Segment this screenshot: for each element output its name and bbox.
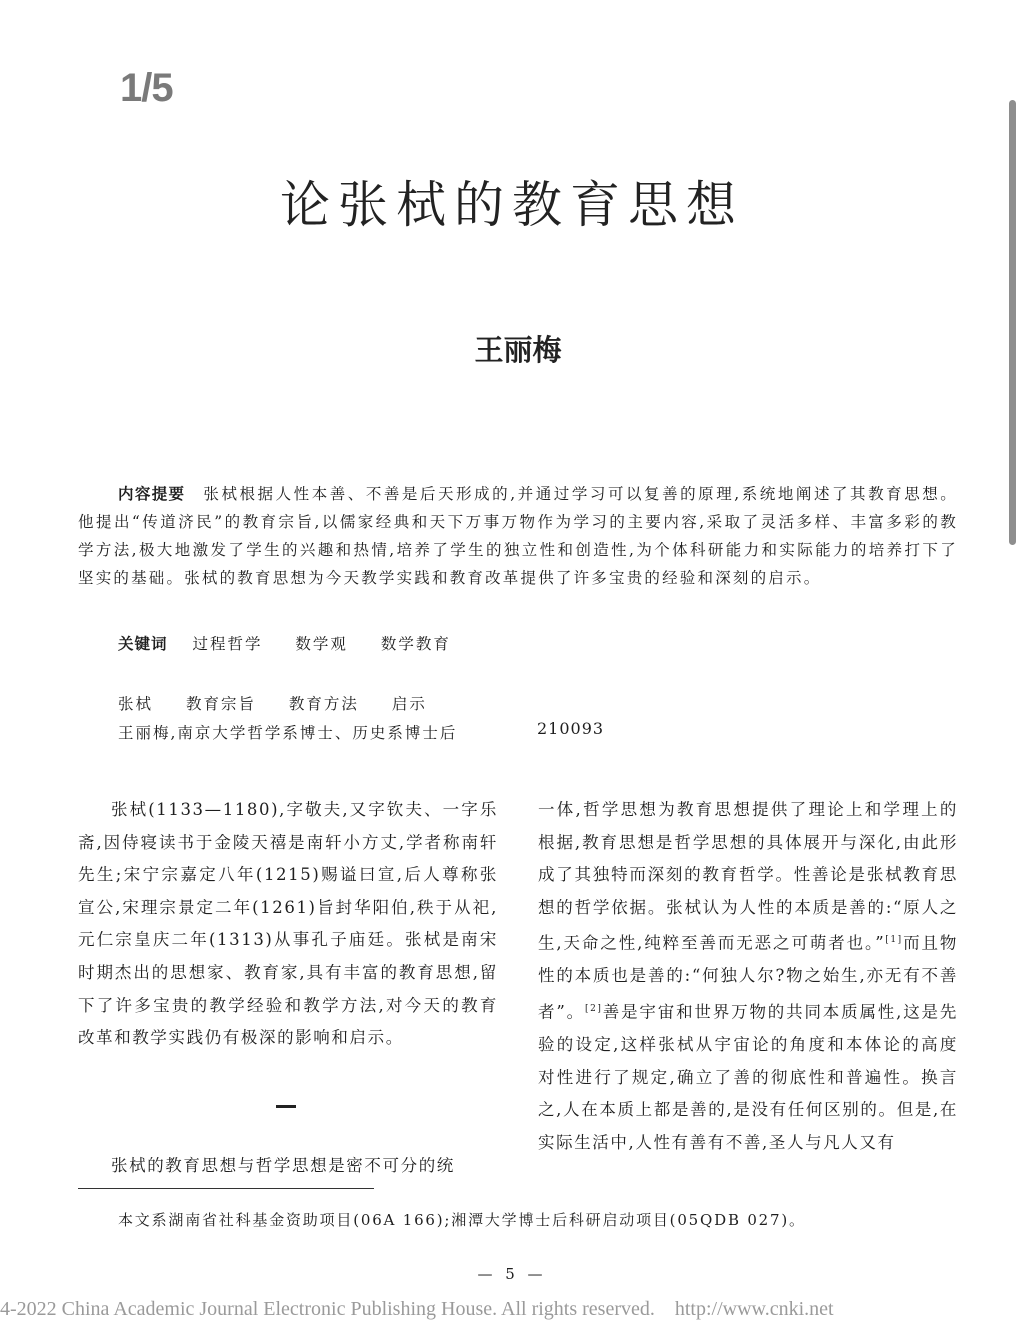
reference-marker[interactable]: [1] xyxy=(885,935,903,946)
author-name: 王丽梅 xyxy=(474,333,562,367)
body-text: 善是宇宙和世界万物的共同本质属性,这是先验的设定,这样张栻从宇宙论的角度和本体论的高度对性进行了规定,确立了善的彻底性和普遍性。换言之,人在本质上都是善的,是没有任何区别的。但是,在实际生活中,人性有善有不善,圣人与凡人又有 xyxy=(538,1002,958,1152)
footnote-divider xyxy=(78,1188,374,1189)
copyright-text: 4-2022 China Academic Journal Electronic Publishing House. All rights reserved. xyxy=(0,1298,655,1320)
article-title: 论张栻的教育思想 xyxy=(280,176,744,234)
body-paragraph xyxy=(538,794,958,1160)
keyword: 数学观 xyxy=(295,635,348,653)
copyright-line xyxy=(0,1298,1024,1321)
right-column xyxy=(538,794,958,1160)
keyword: 数学教育 xyxy=(380,635,451,653)
reference-marker[interactable]: [2] xyxy=(584,1004,603,1015)
page-indicator: 1/5 xyxy=(120,66,173,110)
abstract xyxy=(78,480,958,592)
keyword: 教育宗旨 xyxy=(185,695,256,713)
body-paragraph: 张栻(1133—1180),字敬夫,又字钦夫、一字乐斋,因侍寝读书于金陵天禧是南轩小方丈,学者称南轩先生;宋宁宗嘉定八年(1215)赐谥曰宣,后人尊称张宣公,宋理宗景定二年(1261)旨封华阳伯,秩于从祀,元仁宗皇庆二年(1313)从事孔子庙廷。张栻是南宋时期杰出的思想家、教育家,具有丰富的教育思想,留下了许多宝贵的教学经验和教学方法,对今天的教育改革和教学实践仍有极深的影响和启示。 xyxy=(78,800,498,1048)
author-affiliation: 王丽梅,南京大学哲学系博士、历史系博士后 xyxy=(118,724,458,742)
body-paragraph: 张栻的教育思想与哲学思想是密不可分的统 xyxy=(111,1156,455,1175)
keyword: 教育方法 xyxy=(288,695,359,713)
left-column-continued xyxy=(78,1150,498,1183)
abstract-label: 内容提要 xyxy=(118,485,186,503)
left-column xyxy=(78,794,498,1055)
keyword: 张栻 xyxy=(118,695,154,713)
section-numeral-one xyxy=(276,1105,296,1108)
keywords-label: 关键词 xyxy=(118,635,168,653)
keyword: 过程哲学 xyxy=(192,635,263,653)
keyword: 启示 xyxy=(391,695,427,713)
page-number: — 5 — xyxy=(477,1265,547,1283)
body-text: 而且物性的本质也是善的:“何独人尔?物之始生,亦无有不善者”。 xyxy=(538,933,958,1022)
abstract-text: 张栻根据人性本善、不善是后天形成的,并通过学习可以复善的原理,系统地阐述了其教育思想。他提出“传道济民”的教育宗旨,以儒家经典和天下万事万物作为学习的主要内容,采取了灵活多样、丰富多彩的教学方法,极大地激发了学生的兴趣和热情,培养了学生的独立性和创造性,为个体科研能力和实际能力的培养打下了坚实的基础。张栻的教育思想为今天教学实践和教育改革提供了许多宝贵的经验和深刻的启示。 xyxy=(78,485,958,587)
copyright-url[interactable]: http://www.cnki.net xyxy=(674,1298,834,1320)
body-text: 一体,哲学思想为教育思想提供了理论上和学理上的根据,教育思想是哲学思想的具体展开与深化,由此形成了其独特而深刻的教育哲学。性善论是张栻教育思想的哲学依据。张栻认为人性的本质是善的:“原人之生,天命之性,纯粹至善而无恶之可萌者也。” xyxy=(538,800,958,953)
postcode: 210093 xyxy=(537,719,605,738)
keywords-line-1 xyxy=(118,632,477,654)
footnote: 本文系湖南省社科基金资助项目(06A 166);湘潭大学博士后科研启动项目(05QDB 027)。 xyxy=(118,1211,806,1229)
keywords-line-2 xyxy=(118,692,453,714)
